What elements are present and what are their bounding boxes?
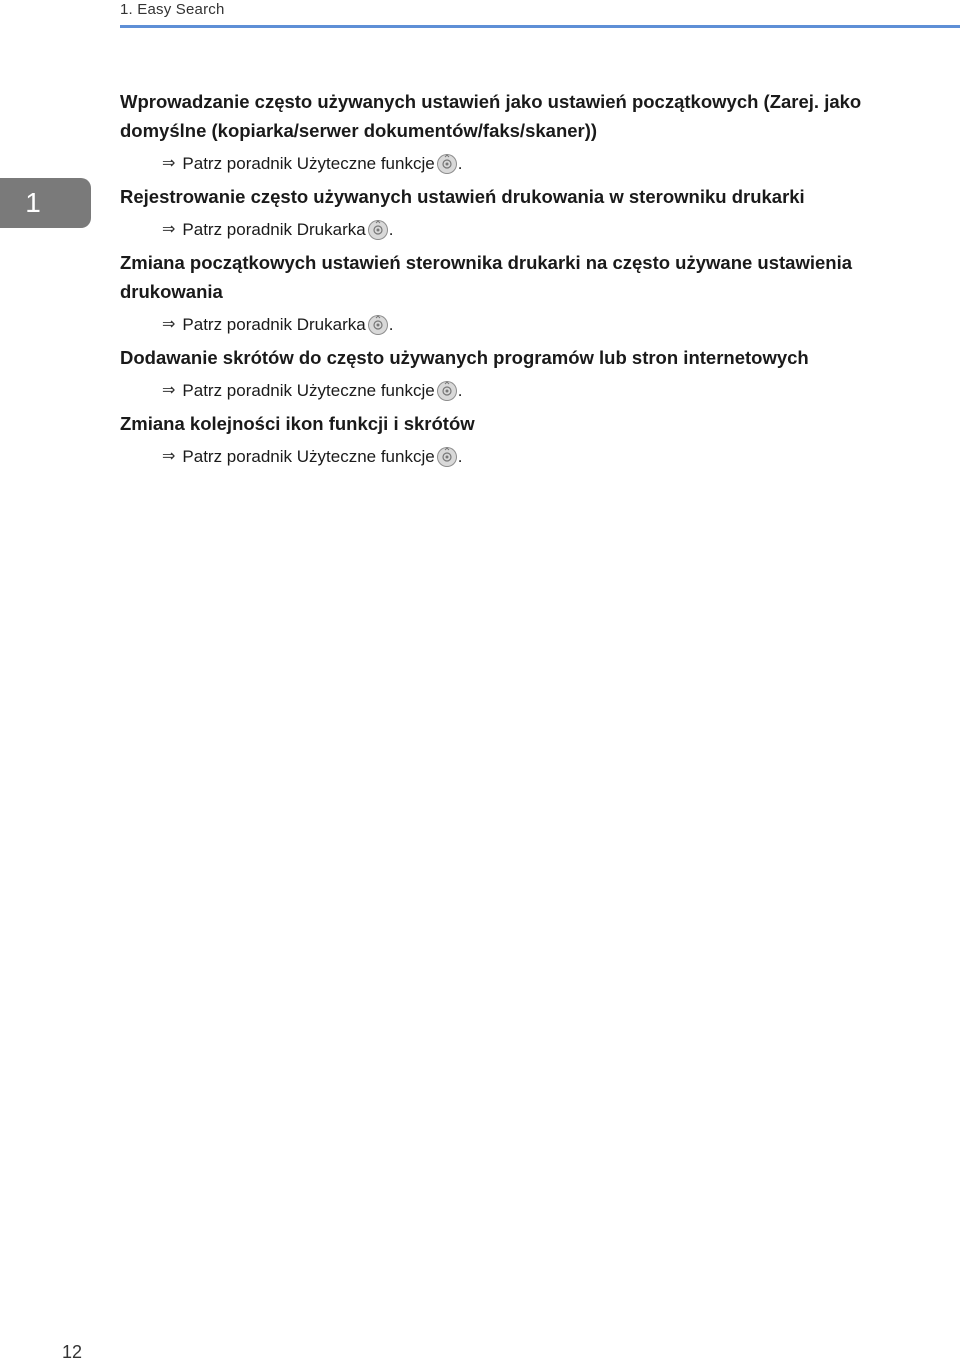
content xyxy=(120,87,910,475)
page-number: 12 xyxy=(62,1342,83,1362)
arrow-icon: ⇒ xyxy=(162,382,176,399)
reference-line xyxy=(162,216,910,243)
chapter-tab xyxy=(0,178,91,228)
reference-text: Patrz poradnik Użyteczne funkcje xyxy=(182,381,435,400)
reference-text: Patrz poradnik Drukarka xyxy=(182,315,366,334)
topic-heading: Wprowadzanie często używanych ustawień jako ustawień początkowych (Zarej. jako domyślne (kopiarka/serwer dokumentów/faks/skaner)) xyxy=(120,91,862,141)
topic-heading: Rejestrowanie często używanych ustawień drukowania w sterowniku drukarki xyxy=(120,186,805,207)
reference-line xyxy=(162,150,910,177)
reference-text: Patrz poradnik Drukarka xyxy=(182,220,366,239)
reference-period: . xyxy=(457,381,463,400)
header-title: 1. Easy Search xyxy=(120,1,225,18)
reference-period: . xyxy=(388,315,394,334)
reference-period: . xyxy=(457,154,463,173)
header-rule xyxy=(120,25,960,28)
reference-line xyxy=(162,377,910,404)
reference-line xyxy=(162,311,910,338)
chapter-tab-label: 1 xyxy=(25,187,41,218)
arrow-icon: ⇒ xyxy=(162,316,176,333)
reference-text: Patrz poradnik Użyteczne funkcje xyxy=(182,154,435,173)
reference-line xyxy=(162,443,910,470)
topic-heading: Dodawanie skrótów do często używanych programów lub stron internetowych xyxy=(120,347,809,368)
topic-heading: Zmiana kolejności ikon funkcji i skrótów xyxy=(120,413,475,434)
arrow-icon: ⇒ xyxy=(162,448,176,465)
arrow-icon: ⇒ xyxy=(162,221,176,238)
reference-text: Patrz poradnik Użyteczne funkcje xyxy=(182,447,435,466)
reference-period: . xyxy=(457,447,463,466)
cd-disc-icon xyxy=(436,380,458,402)
cd-disc-icon xyxy=(367,314,389,336)
topic-heading: Zmiana początkowych ustawień sterownika drukarki na często używane ustawienia drukowania xyxy=(120,252,853,302)
cd-disc-icon xyxy=(436,446,458,468)
cd-disc-icon xyxy=(367,219,389,241)
reference-period: . xyxy=(388,220,394,239)
cd-disc-icon xyxy=(436,153,458,175)
arrow-icon: ⇒ xyxy=(162,155,176,172)
